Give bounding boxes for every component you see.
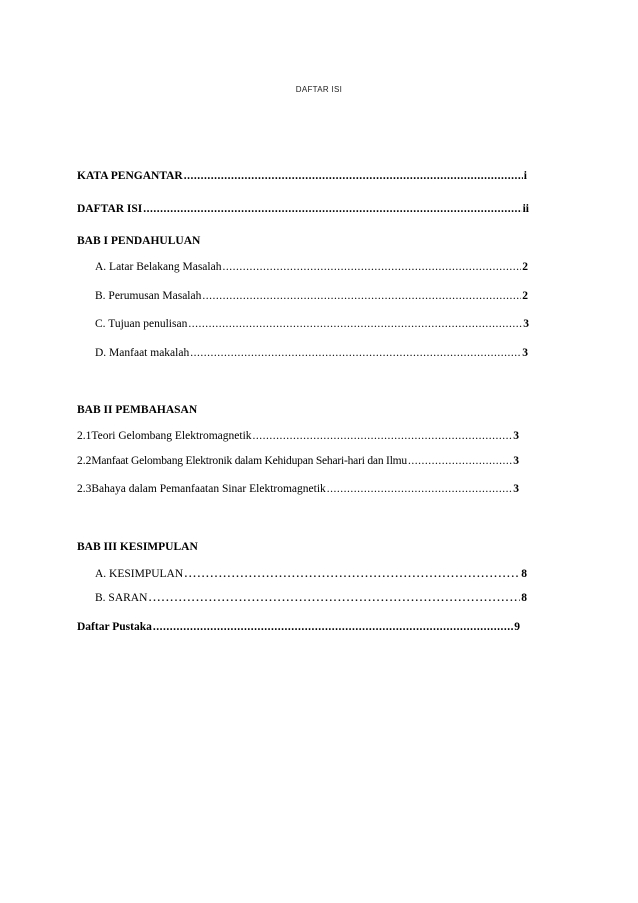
toc-entry-page: 2	[522, 261, 528, 273]
toc-entry-label: A. Latar Belakang Masalah	[95, 261, 222, 273]
dot-leader	[153, 621, 513, 633]
toc-entry-label: C. Tujuan penulisan	[95, 318, 188, 330]
section-heading-bab3: BAB III KESIMPULAN	[77, 541, 198, 553]
page-title: DAFTAR ISI	[295, 85, 343, 94]
toc-entry-label: DAFTAR ISI	[77, 203, 143, 215]
toc-entry	[95, 566, 527, 582]
dot-leader	[184, 170, 523, 182]
toc-entry-label: B. Perumusan Masalah	[95, 290, 202, 302]
dot-leader	[184, 566, 520, 582]
toc-entry	[95, 290, 528, 302]
toc-entry	[77, 483, 519, 495]
dot-leader	[143, 203, 521, 215]
toc-entry-page: 3	[513, 430, 519, 442]
dot-leader	[190, 347, 521, 359]
toc-entry	[95, 347, 528, 359]
toc-entry-page: 3	[513, 483, 519, 495]
toc-entry-page: 9	[514, 621, 520, 633]
dot-leader	[253, 430, 513, 442]
toc-entry-page: 8	[521, 568, 527, 580]
dot-leader	[327, 483, 512, 495]
toc-entry-label: Bahaya dalam Pemanfaatan Sinar Elektromagnetik	[91, 483, 326, 495]
dot-leader	[408, 455, 512, 467]
toc-entry-kata-pengantar	[77, 170, 527, 182]
toc-entry-label: D. Manfaat makalah	[95, 347, 190, 359]
section-heading-bab2: BAB II PEMBAHASAN	[77, 404, 198, 416]
toc-entry-label: Manfaat Gelombang Elektronik dalam Kehidupan Sehari-hari dan Ilmu	[91, 455, 407, 467]
toc-entry-page: 3	[523, 318, 529, 330]
toc-entry-label: Daftar Pustaka	[77, 621, 152, 633]
dot-leader	[148, 590, 520, 606]
dot-leader	[222, 261, 521, 273]
section-heading-bab1: BAB I PENDAHULUAN	[77, 235, 201, 247]
toc-entry	[77, 430, 519, 442]
toc-entry-number: 2.1	[77, 430, 92, 442]
toc-entry-daftar-pustaka	[77, 621, 520, 633]
toc-entry-label: A. KESIMPULAN	[95, 568, 184, 580]
toc-entry	[95, 318, 529, 330]
toc-entry-page: i	[523, 170, 527, 182]
toc-entry-label: B. SARAN	[95, 592, 148, 604]
toc-entry	[95, 590, 527, 606]
toc-entry-number: 2.2	[77, 455, 92, 467]
toc-entry-page: 2	[522, 290, 528, 302]
dot-leader	[188, 318, 522, 330]
toc-entry	[77, 455, 519, 467]
toc-entry	[95, 261, 528, 273]
toc-entry-page: 8	[521, 592, 527, 604]
toc-entry-label: KATA PENGANTAR	[77, 170, 183, 182]
toc-entry-daftar-isi	[77, 203, 529, 215]
dot-leader	[202, 290, 521, 302]
toc-entry-page: 3	[513, 455, 519, 467]
toc-entry-number: 2.3	[77, 483, 92, 495]
toc-entry-page: ii	[522, 203, 529, 215]
toc-entry-label: Teori Gelombang Elektromagnetik	[91, 430, 252, 442]
toc-entry-page: 3	[522, 347, 528, 359]
